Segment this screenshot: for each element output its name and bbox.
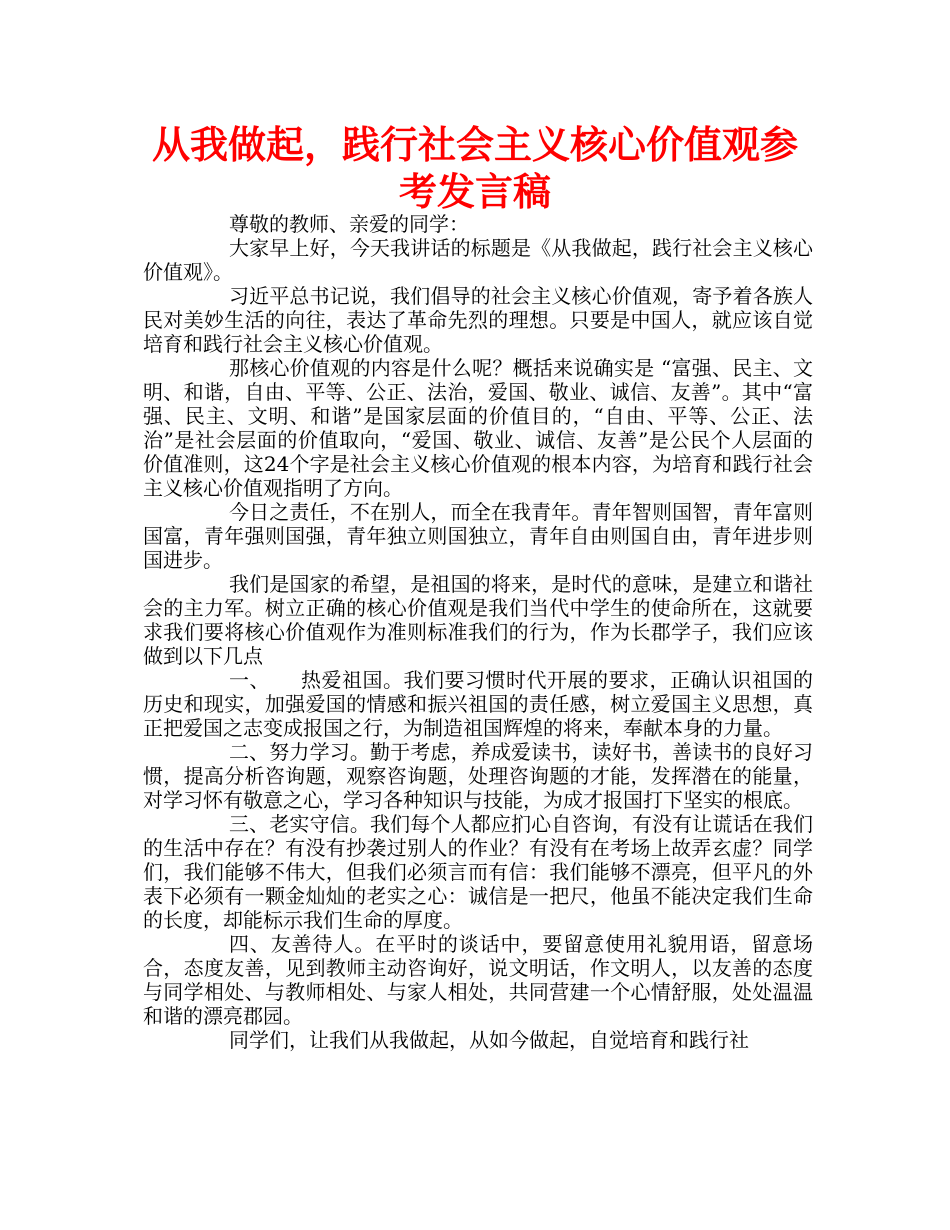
document-title: 从我做起，践行社会主义核心价值观参考发言稿 [151,123,798,214]
paragraph-point-2: 二、努力学习。勤于考虑，养成爱读书，读好书，善读书的良好习惯，提高分析咨询题，观察咨询题，处理咨询题的才能，发挥潜在的能量，对学习怀有敬意之心，学习各种知识与技能，为成才报国打下坚实的根底。 [143,740,813,812]
paragraph-greeting: 尊敬的教师、亲爱的同学： [229,212,469,236]
document-body [143,212,813,1052]
paragraph-point-3: 三、老实守信。我们每个人都应扪心自咨询，有没有让谎话在我们的生活中存在？有没有抄袭过别人的作业？有没有在考场上故弄玄虚？同学们，我们能够不伟大，但我们必须言而有信：我们能够不漂亮，但平凡的外表下必须有一颗金灿灿的老实之心：诚信是一把尺，他虽不能决定我们生命的长度，却能标示我们生命的厚度。 [143,812,813,932]
paragraph-opening: 大家早上好，今天我讲话的标题是《从我做起，践行社会主义核心价值观》。 [143,236,813,284]
paragraph-point-4: 四、友善待人。在平时的谈话中，要留意使用礼貌用语，留意场合，态度友善，见到教师主动咨询好，说文明话，作文明人，以友善的态度与同学相处、与教师相处、与家人相处，共同营建一个心情舒服，处处温温和谐的漂亮郡园。 [143,932,813,1028]
paragraph-core-values: 那核心价值观的内容是什么呢？概括来说确实是 “富强、民主、文明、和谐，自由、平等、公正、法治，爱国、敬业、诚信、友善”。其中“富强、民主、文明、和谐”是国家层面的价值目的，“自由、平等、公正、法治”是社会层面的价值取向，“爱国、敬业、诚信、友善”是公民个人层面的价值准则，这24个字是社会主义核心价值观的根本内容，为培育和践行社会主义核心价值观指明了方向。 [143,356,813,500]
paragraph-point-1: 一、 热爱祖国。我们要习惯时代开展的要求，正确认识祖国的历史和现实，加强爱国的情感和振兴祖国的责任感，树立爱国主义思想，真正把爱国之志变成报国之行，为制造祖国辉煌的将来，奉献本身的力量。 [143,668,813,740]
paragraph-youth: 今日之责任，不在别人，而全在我青年。青年智则国智，青年富则国富，青年强则国强，青年独立则国独立，青年自由则国自由，青年进步则国进步。 [143,500,813,572]
paragraph-mission: 我们是国家的希望，是祖国的将来，是时代的意味，是建立和谐社会的主力军。树立正确的核心价值观是我们当代中学生的使命所在，这就要求我们要将核心价值观作为准则标准我们的行为，作为长郡学子，我们应该做到以下几点 [143,572,813,668]
paragraph-closing: 同学们，让我们从我做起，从如今做起，自觉培育和践行社 [229,1028,749,1052]
paragraph-quote: 习近平总书记说，我们倡导的社会主义核心价值观，寄予着各族人民对美妙生活的向往，表达了革命先烈的理想。只要是中国人，就应该自觉培育和践行社会主义核心价值观。 [143,284,813,356]
